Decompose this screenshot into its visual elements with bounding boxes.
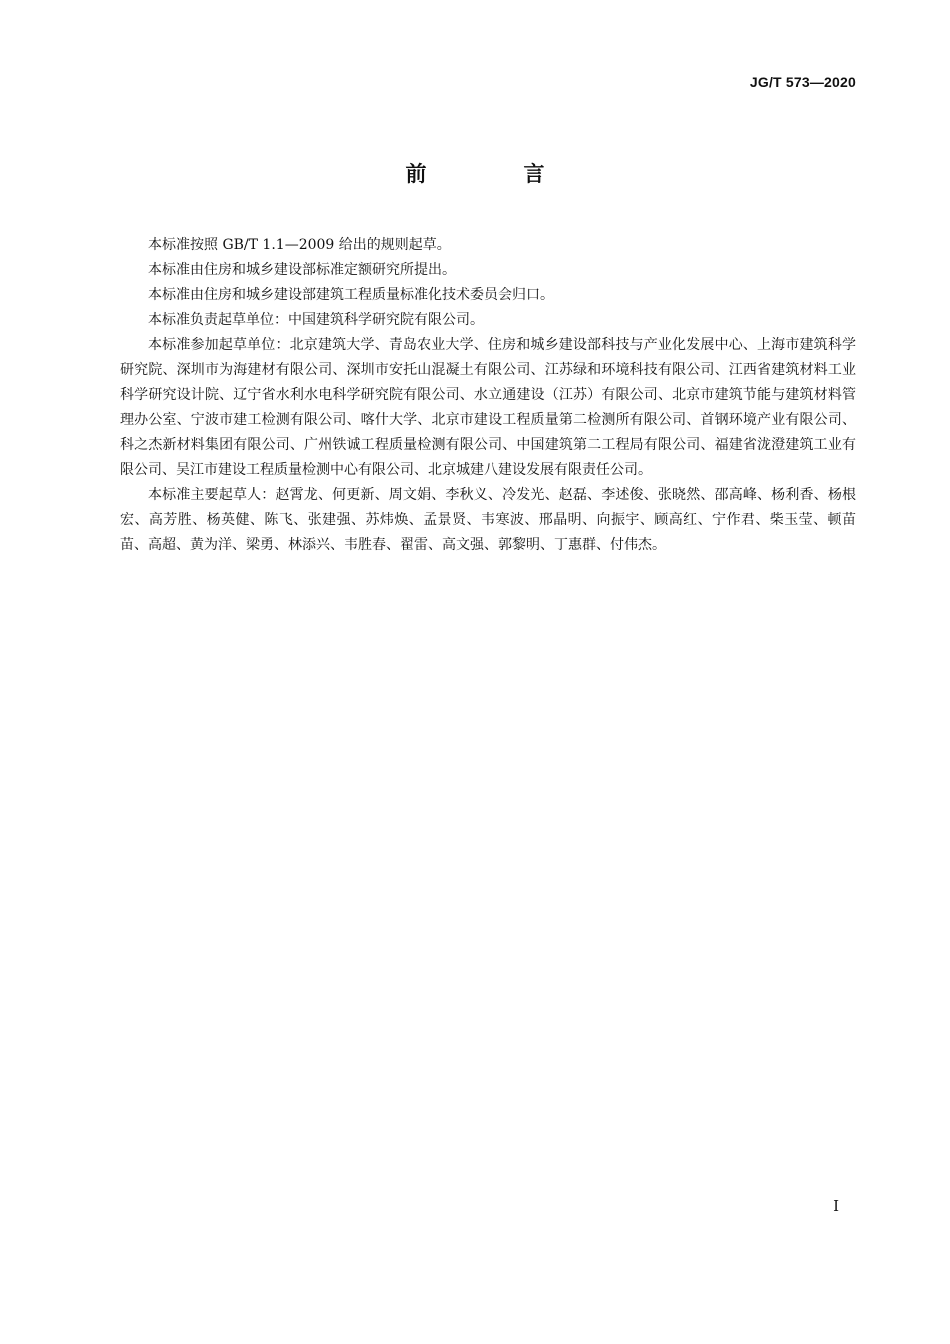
page-number: I [833,1197,839,1215]
page-title: 前 言 [405,162,583,186]
paragraph-participating-units: 本标准参加起草单位：北京建筑大学、青岛农业大学、住房和城乡建设部科技与产业化发展中心、上海市建筑科学研究院、深圳市为海建材有限公司、深圳市安托山混凝土有限公司、江苏绿和环境科技有限公司、江西省建筑材料工业科学研究设计院、辽宁省水利水电科学研究院有限公司、水立通建设（江苏）有限公司、北京市建筑节能与建筑材料管理办公室、宁波市建工检测有限公司、喀什大学、北京市建设工程质量第二检测所有限公司、首钢环境产业有限公司、科之杰新材料集团有限公司、广州铁诚工程质量检测有限公司、中国建筑第二工程局有限公司、福建省泷澄建筑工业有限公司、吴江市建设工程质量检测中心有限公司、北京城建八建设发展有限责任公司。 [120,337,856,478]
paragraph-drafting-rules: 本标准按照 GB/T 1.1—2009 给出的规则起草。 [148,237,451,253]
preface-body [120,233,856,558]
paragraph-main-drafters: 本标准主要起草人：赵霄龙、何更新、周文娟、李秋义、冷发光、赵磊、李述俊、张晓然、邵高峰、杨利香、杨根宏、高芳胜、杨英健、陈飞、张建强、苏炜焕、孟景贤、韦寒波、邢晶明、向振宇、顾高红、宁作君、柴玉莹、顿苗苗、高超、黄为洋、梁勇、林添兴、韦胜春、翟雷、高文强、郭黎明、丁惠群、付伟杰。 [120,487,856,553]
document-code: JG/T 573—2020 [749,74,856,90]
paragraph-proposed-by: 本标准由住房和城乡建设部标准定额研究所提出。 [148,262,456,278]
paragraph-lead-drafting-unit: 本标准负责起草单位：中国建筑科学研究院有限公司。 [148,312,484,328]
paragraph-centralized-by: 本标准由住房和城乡建设部建筑工程质量标准化技术委员会归口。 [148,287,554,303]
